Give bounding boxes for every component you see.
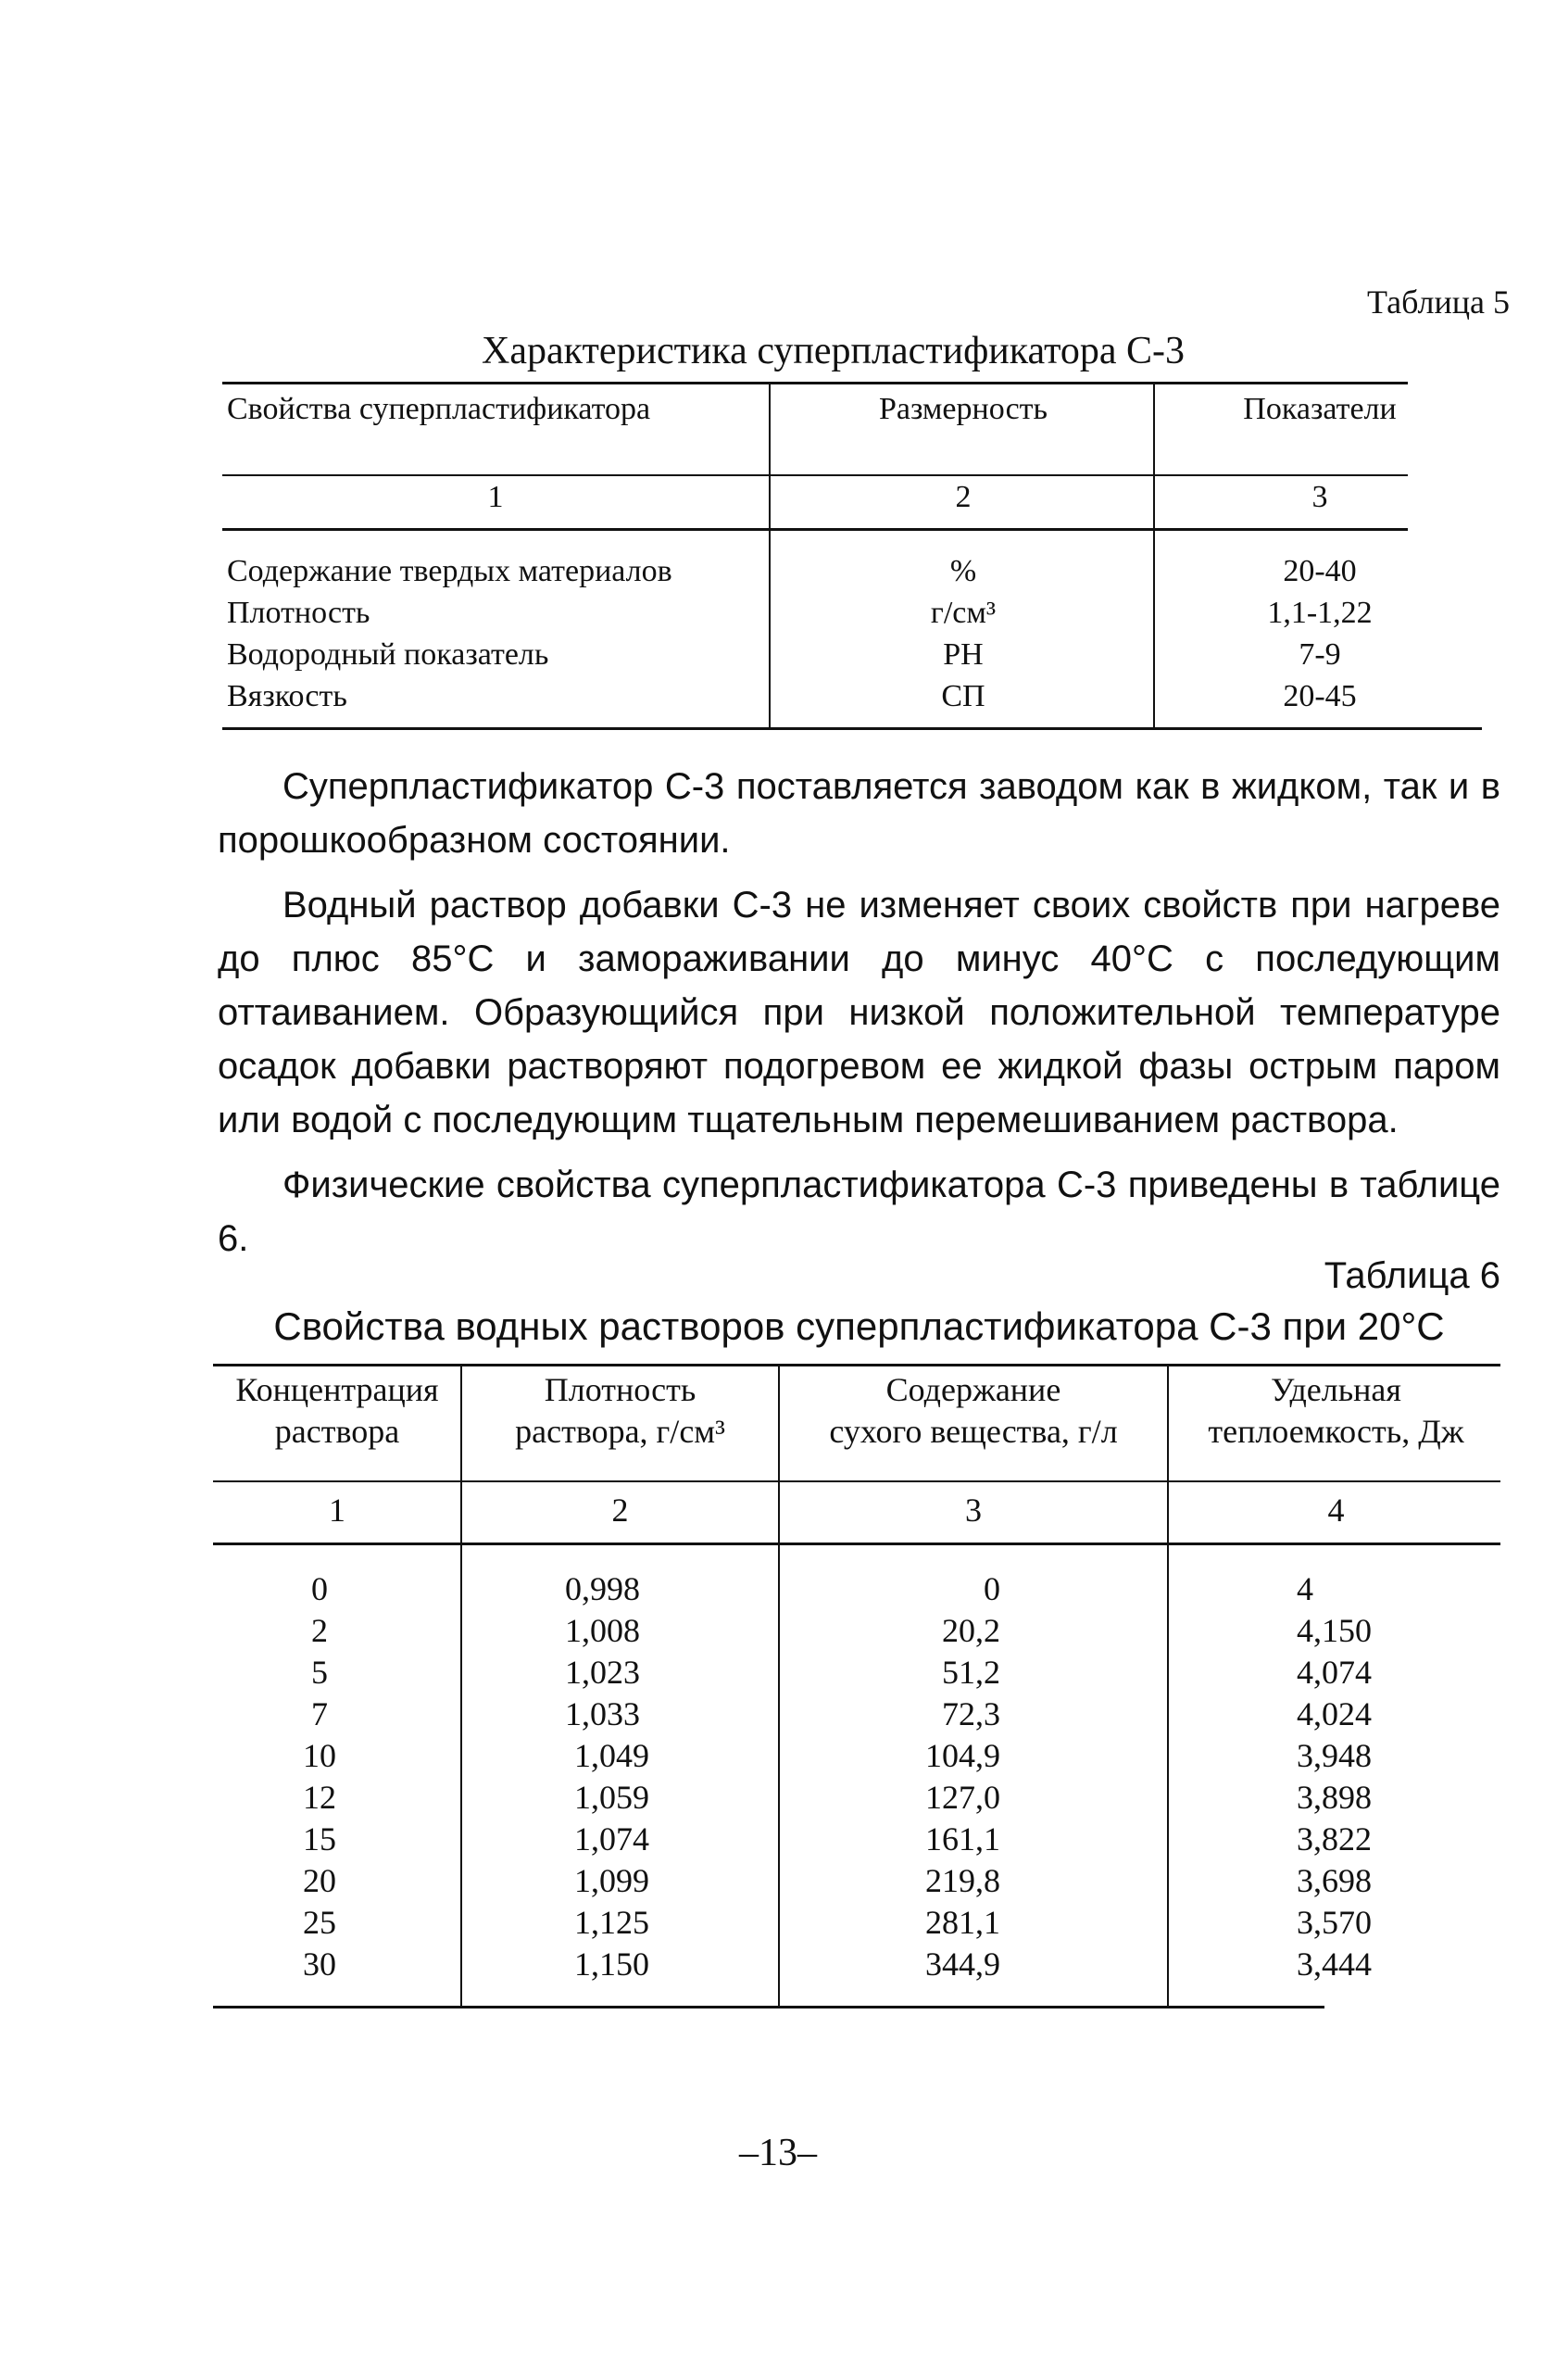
page-number: –13– xyxy=(739,2132,817,2174)
table6-col-divider xyxy=(1167,1364,1169,2008)
table6-cell: 1,099 xyxy=(574,1862,649,1899)
table5-cell: 7-9 xyxy=(1299,637,1341,672)
table5-header-values: Показатели xyxy=(1243,392,1397,426)
body-text xyxy=(218,760,1500,1266)
table6-cell: 1,023 xyxy=(565,1654,640,1691)
table5-cell: % xyxy=(949,554,977,588)
table6-cell: 1,059 xyxy=(574,1779,649,1816)
table6-top-rule xyxy=(213,1364,1500,1366)
table6-cell: 0 xyxy=(311,1570,328,1607)
table6-header-rule xyxy=(213,1480,1500,1482)
table6-cell: 1,074 xyxy=(574,1820,649,1857)
table5-col-divider xyxy=(1153,382,1155,729)
table6-cell: 15 xyxy=(303,1820,336,1857)
table5-col-number: 1 xyxy=(487,480,504,514)
table6-cell: 4,150 xyxy=(1297,1612,1372,1649)
table6-header-density: Плотность раствора, г/см³ xyxy=(515,1371,725,1450)
table6-cell: 1,150 xyxy=(574,1946,649,1983)
table6-cell: 4,024 xyxy=(1297,1695,1372,1732)
table5-cell: Вязкость xyxy=(227,679,347,713)
table6-cell: 104,9 xyxy=(925,1737,1000,1774)
table6-header-dry-content: Содержание сухого вещества, г/л xyxy=(829,1371,1118,1450)
table6-col-number: 4 xyxy=(1327,1492,1345,1529)
paragraph: Суперпластификатор С-3 поставляется заводом как в жидком, так и в порошкообразном состоянии. xyxy=(218,766,1500,861)
table5-cell: 20-40 xyxy=(1283,554,1357,588)
table5-cell: 20-45 xyxy=(1283,679,1357,713)
table6-cell: 0,998 xyxy=(565,1570,640,1607)
table5-col-number: 3 xyxy=(1311,480,1328,514)
paragraph: Физические свойства суперпластификатора С-3 приведены в таблице 6. xyxy=(218,1165,1500,1259)
table6-cell: 12 xyxy=(303,1779,336,1816)
table6-cell: 344,9 xyxy=(925,1946,1000,1983)
table6-cell: 30 xyxy=(303,1946,336,1983)
table5-cell: Водородный показатель xyxy=(227,637,549,672)
table6-cell: 72,3 xyxy=(942,1695,1000,1732)
table6-number-rule xyxy=(213,1543,1500,1545)
table6-cell: 1,049 xyxy=(574,1737,649,1774)
table6-col-number: 1 xyxy=(329,1492,345,1529)
paragraph: Водный раствор добавки С-3 не изменяет своих свойств при нагреве до плюс 85°С и замораживании до минус 40°С с последующим оттаиванием. Образующийся при низкой положительной температуре осадок добавки растворяют подогревом ее жидкой фазы острым паром или водой с последующим тщательным перемешиванием раствора. xyxy=(218,885,1500,1140)
table6-bottom-rule xyxy=(213,2006,1324,2009)
table6-cell: 4,074 xyxy=(1297,1654,1372,1691)
table6-cell: 3,698 xyxy=(1297,1862,1372,1899)
table5-cell: Содержание твердых материалов xyxy=(227,554,672,588)
table6-col-number: 3 xyxy=(965,1492,982,1529)
table6-cell: 0 xyxy=(984,1570,1000,1607)
table5-top-rule xyxy=(222,382,1408,384)
table6-cell: 3,948 xyxy=(1297,1737,1372,1774)
table6-cell: 1,125 xyxy=(574,1904,649,1941)
table6-cell: 1,033 xyxy=(565,1695,640,1732)
table6-header-concentration: Концентрация раствора xyxy=(235,1371,439,1450)
table6-cell: 161,1 xyxy=(925,1820,1000,1857)
table5-cell: РН xyxy=(943,637,984,672)
table5-number-rule xyxy=(222,528,1408,531)
table6-cell: 4 xyxy=(1297,1570,1313,1607)
table6-cell: 20 xyxy=(303,1862,336,1899)
table6-col-number: 2 xyxy=(611,1492,629,1529)
table5-col-number: 2 xyxy=(955,480,972,514)
table5-bottom-rule xyxy=(222,727,1482,730)
table5-label: Таблица 5 xyxy=(1367,283,1510,321)
table6-cell: 3,898 xyxy=(1297,1779,1372,1816)
table5-cell: Плотность xyxy=(227,596,370,630)
table6-col-divider xyxy=(778,1364,780,2008)
table6-cell: 127,0 xyxy=(925,1779,1000,1816)
table5-cell: СП xyxy=(941,679,985,713)
table6-cell: 10 xyxy=(303,1737,336,1774)
table5-header-properties: Свойства суперпластификатора xyxy=(227,392,651,426)
table6-cell: 2 xyxy=(311,1612,328,1649)
table5-header-units: Размерность xyxy=(878,392,1048,426)
table6-cell: 51,2 xyxy=(942,1654,1000,1691)
table5-header-rule xyxy=(222,474,1408,476)
table6-cell: 25 xyxy=(303,1904,336,1941)
table5-col-divider xyxy=(769,382,771,729)
table6-cell: 3,822 xyxy=(1297,1820,1372,1857)
table6-cell: 219,8 xyxy=(925,1862,1000,1899)
table5-cell: 1,1-1,22 xyxy=(1267,596,1373,630)
table6-col-divider xyxy=(460,1364,462,2008)
table6-label: Таблица 6 xyxy=(1324,1255,1500,1296)
table6-cell: 7 xyxy=(311,1695,328,1732)
table6-header-heat-capacity: Удельная теплоемкость, Дж xyxy=(1208,1371,1464,1450)
table6-cell: 281,1 xyxy=(925,1904,1000,1941)
table5-cell: г/см³ xyxy=(930,596,997,630)
table6-cell: 20,2 xyxy=(942,1612,1000,1649)
table5-title: Характеристика суперпластификатора С-3 xyxy=(482,330,1186,372)
table6-cell: 5 xyxy=(311,1654,328,1691)
table6-cell: 1,008 xyxy=(565,1612,640,1649)
table6-cell: 3,444 xyxy=(1297,1946,1372,1983)
table6-title: Свойства водных растворов суперпластификатора С-3 при 20°С xyxy=(273,1304,1445,1348)
table6-cell: 3,570 xyxy=(1297,1904,1372,1941)
